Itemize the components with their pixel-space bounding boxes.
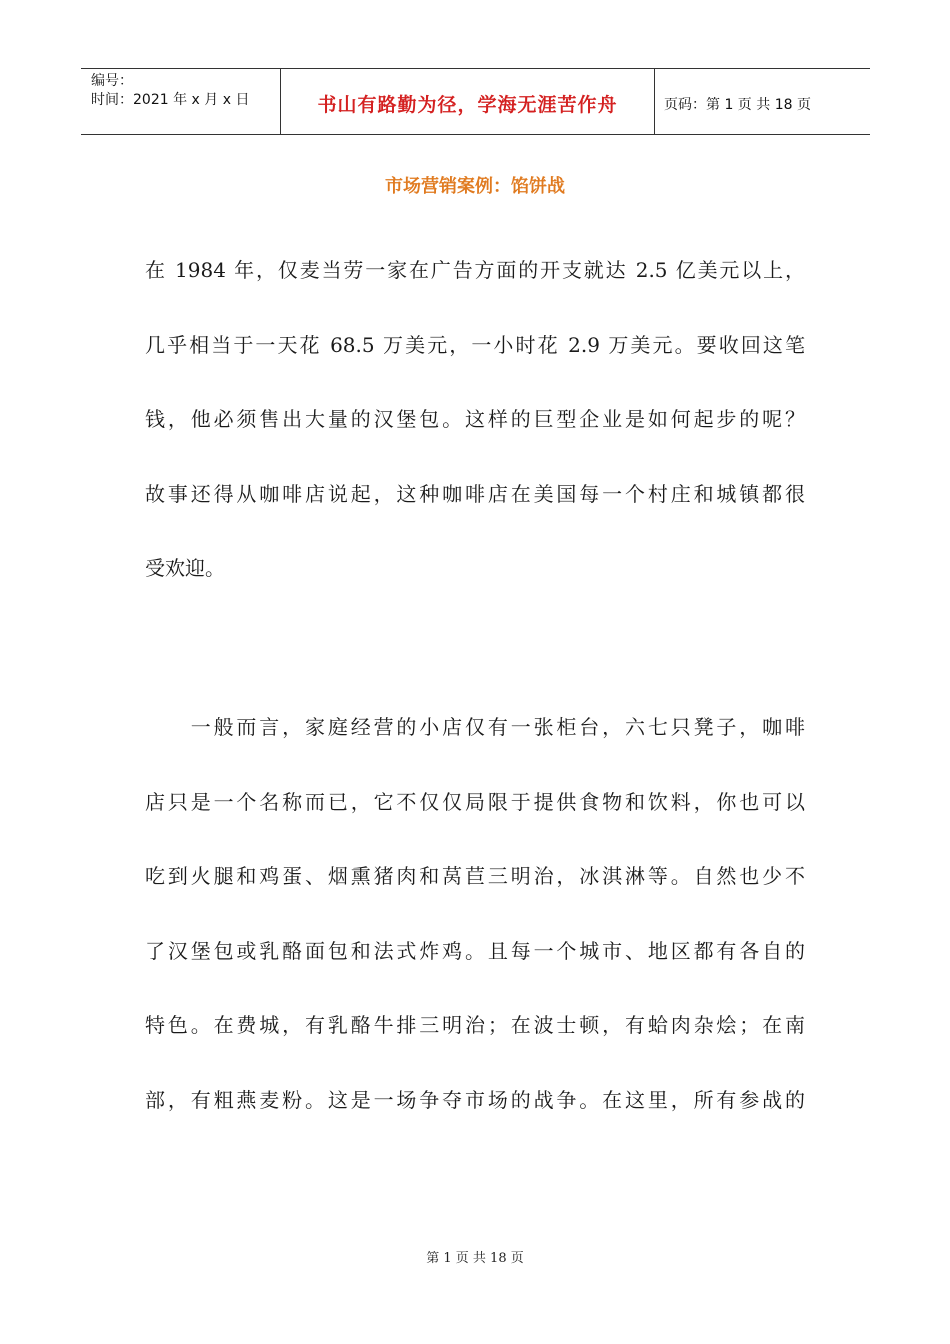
paragraph-line: 特色。在费城，有乳酪牛排三明治；在波士顿，有蛤肉杂烩；在南 — [145, 1013, 805, 1037]
header-meta — [81, 69, 281, 134]
header-motto: 书山有路勤为径，学海无涯苦作舟 — [281, 69, 655, 134]
paragraph-line: 钱，他必须售出大量的汉堡包。这样的巨型企业是如何起步的呢？ — [145, 407, 805, 431]
paragraph-line: 故事还得从咖啡店说起，这种咖啡店在美国每一个村庄和城镇都很 — [145, 481, 805, 506]
page-footer: 第 1 页 共 18 页 — [426, 1251, 524, 1266]
time-label: 时间：2021 年 x 月 x 日 — [91, 92, 250, 108]
document-title: 市场营销案例：馅饼战 — [385, 176, 565, 197]
paragraph-line: 一般而言，家庭经营的小店仅有一张柜台，六七只凳子，咖啡 — [145, 715, 805, 739]
paragraph-line: 受欢迎。 — [145, 556, 225, 580]
paragraph-line: 了汉堡包或乳酪面包和法式炸鸡。且每一个城市、地区都有各自的 — [145, 938, 805, 963]
paragraph-line: 在 1984 年，仅麦当劳一家在广告方面的开支就达 2.5 亿美元以上， — [145, 258, 805, 282]
paragraph-line: 店只是一个名称而已，它不仅仅局限于提供食物和饮料，你也可以 — [145, 789, 805, 814]
paragraph-line: 部，有粗燕麦粉。这是一场争夺市场的战争。在这里，所有参战的 — [145, 1087, 805, 1112]
number-label: 编号： — [91, 73, 133, 89]
paragraph-line: 吃到火腿和鸡蛋、烟熏猪肉和莴苣三明治，冰淇淋等。自然也少不 — [145, 864, 805, 888]
paragraph-1 — [145, 233, 805, 606]
paragraph-2 — [145, 690, 805, 1137]
header-page-info: 页码：第 1 页 共 18 页 — [664, 96, 811, 113]
page-header — [81, 68, 870, 135]
paragraph-line: 几乎相当于一天花 68.5 万美元，一小时花 2.9 万美元。要收回这笔 — [145, 332, 805, 357]
